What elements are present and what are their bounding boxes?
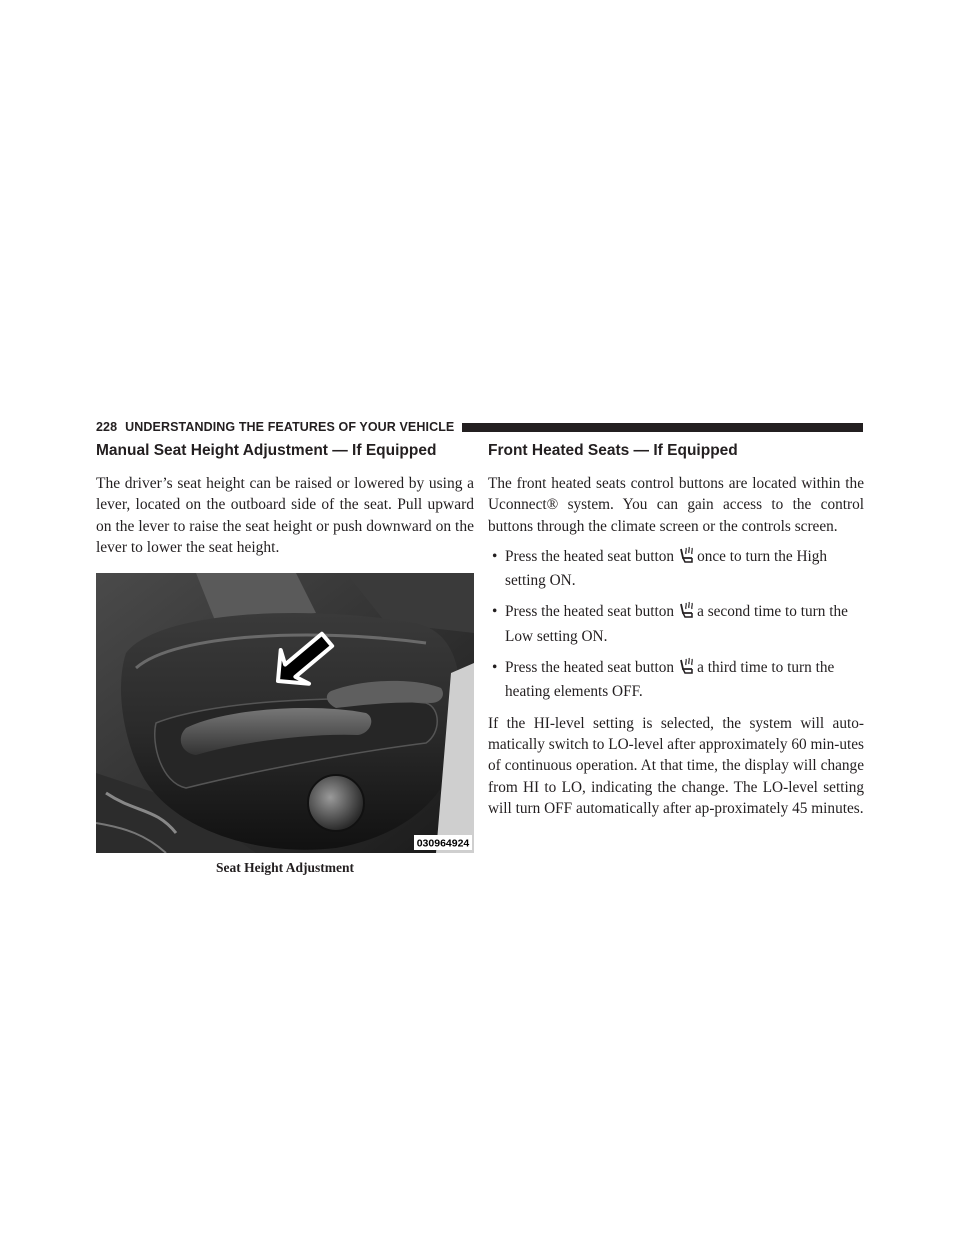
page-number: 228: [96, 420, 118, 434]
seat-height-paragraph: The driver’s seat height can be raised or lowered by using a lever, located on the outboard side of the seat. Pull upward on the lever to raise the seat height or push downward on the lever to lower the seat height.: [96, 475, 474, 556]
right-column: [488, 440, 864, 819]
heated-seat-icon: [677, 546, 695, 570]
hi-lo-paragraph: If the HI-level setting is selected, the system will auto-matically switch to LO-level after approximately 60 min-utes of continuous operation. At that time, the display will change from HI to LO, indicating the change. The LO-level setting will turn OFF automatically after ap-proximately 45 minutes.: [488, 714, 864, 817]
heated-seats-heading: Front Heated Seats — If Equipped: [488, 442, 738, 459]
step-text-before: Press the heated seat button: [505, 603, 675, 621]
page-header: [96, 418, 863, 436]
list-item: [488, 546, 864, 592]
heated-seat-steps: [488, 546, 864, 703]
list-item: [488, 601, 864, 647]
seat-height-heading: Manual Seat Height Adjustment — If Equipped: [96, 442, 437, 459]
section-title: UNDERSTANDING THE FEATURES OF YOUR VEHICLE: [125, 420, 455, 434]
header-rule: [462, 423, 863, 432]
step-text-after: once to turn the High setting ON.: [505, 547, 828, 590]
seat-height-lever-photo: [96, 573, 474, 853]
figure-caption: Seat Height Adjustment: [216, 860, 354, 876]
left-column: [96, 440, 474, 876]
bullet: •: [492, 659, 498, 677]
bullet: •: [492, 603, 498, 621]
heated-seat-icon: [677, 601, 695, 625]
step-text-after: a second time to turn the Low setting ON.: [505, 603, 848, 645]
step-text-after: a third time to turn the heating elements OFF.: [505, 659, 835, 701]
seat-height-figure: [96, 573, 474, 853]
figure-code: 030964924: [416, 837, 470, 850]
heated-seats-paragraph: The front heated seats control buttons are located within the Uconnect® system. You can gain access to the control buttons through the climate screen or the controls screen.: [488, 475, 864, 535]
bullet: •: [492, 547, 498, 565]
step-text-before: Press the heated seat button: [505, 547, 675, 565]
step-text-before: Press the heated seat button: [505, 659, 675, 677]
heated-seat-icon: [677, 657, 695, 681]
list-item: [488, 657, 864, 703]
